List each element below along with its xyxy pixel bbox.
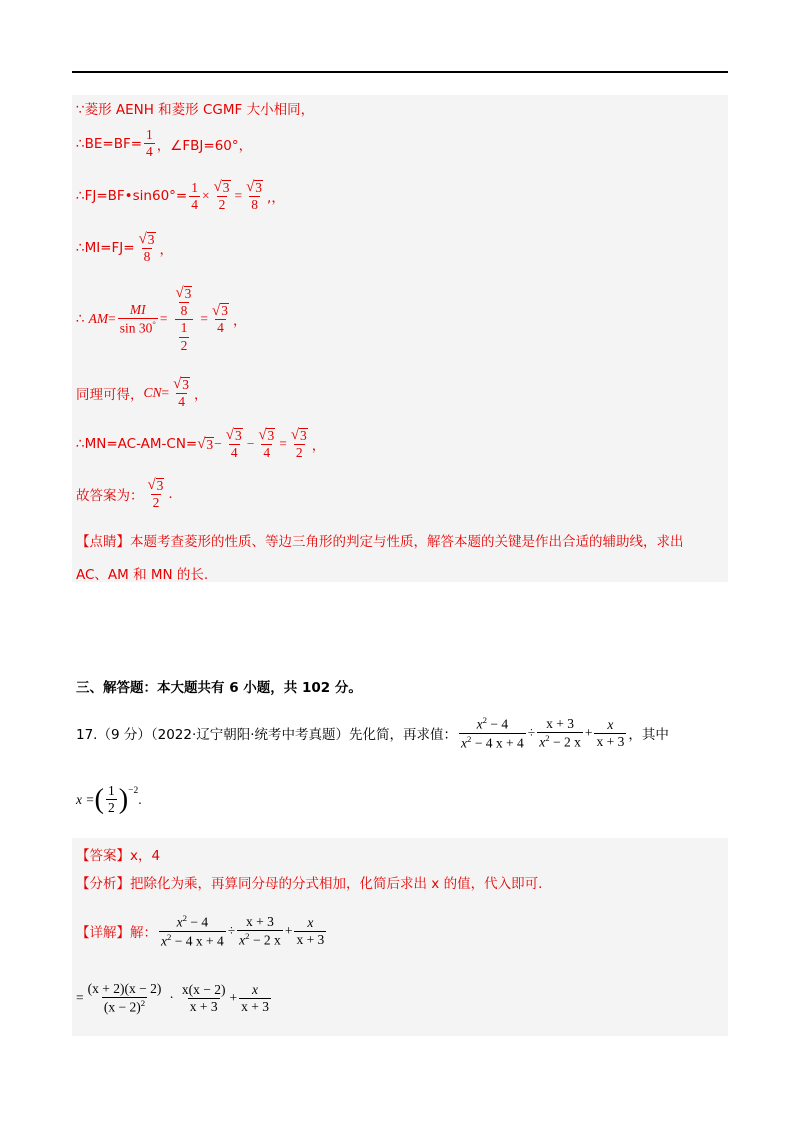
term: − 4 x + 4 — [471, 735, 524, 751]
question-17-suffix: ，其中 — [628, 727, 669, 744]
plus-sign: + — [584, 725, 593, 741]
radical-sign-icon: √ — [197, 435, 206, 452]
line-7-prefix: ∴MN=AC-AM-CN= — [76, 436, 198, 453]
section-heading: 三、解答题：本大题共有 6 小题，共 102 分。 — [76, 680, 362, 696]
fraction-numerator — [256, 428, 277, 444]
line-4-prefix: ∴MI=FJ= — [76, 240, 135, 257]
radicand: 3 — [300, 428, 307, 443]
solution-line-1 — [76, 98, 314, 118]
solution-line-1-text: ∵菱形 AENH 和菱形 CGMF 大小相同， — [76, 102, 315, 118]
fraction-denominator: 4 — [230, 445, 238, 461]
times-sign: × — [201, 188, 210, 204]
fraction-x2-minus-4-over-quadratic — [159, 914, 226, 948]
sqrt — [246, 180, 263, 195]
solution-line-4 — [76, 232, 173, 264]
radicand: 3 — [184, 286, 192, 301]
fraction-numerator: x — [252, 981, 259, 997]
equals-sign: = — [159, 311, 168, 327]
fraction-numerator: (x + 2)(x − 2) — [87, 981, 162, 996]
remark-text: 【点睛】本题考查菱形的性质、等边三角形的判定与性质，解答本题的关键是作出合适的辅助线，求出 — [76, 534, 684, 550]
line-8-suffix: . — [168, 486, 173, 503]
period: . — [138, 791, 142, 807]
fraction-root3-over-4 — [224, 428, 245, 460]
radical-sign-icon: √ — [173, 376, 182, 393]
sqrt — [139, 232, 156, 247]
divide-sign: ÷ — [227, 923, 236, 939]
right-paren: ) — [118, 783, 129, 815]
term: (x − 2) — [103, 999, 141, 1015]
line-3-prefix: ∴FJ=BF•sin60°= — [76, 188, 188, 205]
fraction-numerator — [212, 180, 233, 196]
fraction-numerator: 1 — [107, 783, 115, 798]
line-8-prefix: 故答案为： — [76, 488, 144, 505]
solution-line-8 — [76, 478, 173, 510]
fraction-root3-over-2 — [289, 428, 310, 460]
fraction-numerator — [210, 303, 231, 319]
am-symbol: AM — [88, 311, 109, 327]
answer-line — [76, 844, 160, 864]
dot-operator: · — [169, 990, 174, 1006]
fraction-numerator — [475, 716, 511, 733]
analysis-line — [76, 872, 542, 892]
fraction-root3-over-4 — [256, 428, 277, 460]
solution-line-9 — [76, 530, 684, 550]
sqrt — [226, 428, 243, 443]
answer-label: 【答案】 — [76, 848, 130, 864]
var-x: x — [476, 716, 483, 732]
fraction-denominator: 4 — [263, 445, 271, 461]
fraction-denominator: 8 — [180, 303, 188, 319]
equals-sign: = — [108, 311, 116, 327]
term: − 4 — [487, 716, 509, 732]
degree-sign: ° — [152, 319, 156, 330]
line-5-suffix: ， — [232, 313, 247, 330]
line-3-suffix: ,， — [267, 190, 285, 207]
sqrt — [148, 478, 165, 493]
radicand: 3 — [156, 478, 164, 493]
solution-line-10 — [76, 563, 208, 583]
fraction-numerator — [137, 232, 158, 248]
fraction-denominator: x + 3 — [296, 931, 325, 947]
plus-sign: + — [284, 923, 293, 939]
fraction-one-quarter — [189, 181, 200, 212]
question-17-line-1 — [76, 716, 669, 750]
term: − 2 x — [249, 932, 281, 948]
fraction-x2-minus-4-over-quadratic — [459, 716, 526, 750]
fraction-x-plus-3-over-x2-minus-2x — [537, 717, 583, 750]
fraction-denominator — [537, 732, 583, 750]
solution-line-5 — [76, 286, 246, 353]
fraction-numerator — [289, 428, 310, 444]
line-7-suffix: ， — [311, 438, 326, 455]
fraction-denominator: 8 — [143, 249, 151, 265]
fraction-denominator: x + 3 — [241, 998, 269, 1014]
fraction-root3-over-8 — [137, 232, 158, 264]
radical-sign-icon: √ — [138, 231, 147, 248]
fraction-numerator: x + 3 — [546, 715, 574, 731]
fraction-numerator: 1 — [180, 320, 188, 336]
var-x: x — [239, 932, 246, 948]
detail-line-2 — [76, 982, 273, 1015]
fraction-denominator: 4 — [217, 320, 224, 336]
fraction-denominator — [118, 318, 158, 336]
fraction-root3-over-4 — [171, 377, 192, 409]
sin-30-text: sin 30 — [119, 320, 153, 336]
fraction-denominator — [159, 931, 226, 949]
answer-text: x，4 — [130, 848, 161, 864]
fraction-denominator — [237, 930, 283, 948]
radical-sign-icon: √ — [290, 427, 299, 444]
term: − 4 — [187, 914, 209, 930]
fraction-one-quarter — [144, 128, 155, 159]
fraction-numerator: x — [307, 914, 314, 930]
exponent: 2 — [545, 732, 550, 743]
equals-sign: = — [200, 311, 209, 327]
exponent: 2 — [140, 998, 146, 1009]
fraction-x-over-x-plus-3 — [594, 718, 626, 749]
radicand: 3 — [267, 428, 275, 443]
term: − 4 x + 4 — [171, 933, 224, 949]
fraction-denominator: 4 — [191, 196, 198, 212]
radical-sign-icon: √ — [225, 427, 234, 444]
radicand: 3 — [234, 428, 242, 443]
fraction-root3-over-2 — [146, 478, 167, 510]
radicand: 3 — [222, 180, 230, 195]
equals-sign: = — [279, 436, 287, 452]
fraction-numerator — [224, 428, 245, 444]
term: − 2 x — [549, 734, 581, 750]
fraction-numerator — [174, 286, 195, 302]
radicand: 3 — [255, 180, 263, 195]
radicand: 3 — [206, 436, 214, 452]
exponent: 2 — [245, 930, 250, 941]
fraction-denominator: 2 — [218, 197, 226, 213]
exponent: 2 — [482, 715, 488, 725]
remark-text-continued: AC、AM 和 MN 的长. — [76, 567, 209, 583]
var-x: x — [461, 735, 468, 751]
header-rule — [72, 71, 728, 73]
detail-label: 【详解】解： — [76, 925, 157, 942]
line-4-suffix: ， — [159, 242, 173, 259]
equals-sign: = — [234, 188, 243, 204]
equals-sign: = — [161, 385, 170, 401]
question-17-line-2 — [76, 784, 142, 815]
radical-sign-icon: √ — [175, 285, 184, 302]
radical-sign-icon: √ — [147, 477, 156, 494]
fraction-x-times-x-minus-2-over-x-plus-3 — [180, 983, 228, 1014]
line-6-suffix: ， — [194, 387, 208, 404]
fraction-denominator: 8 — [251, 197, 258, 213]
radical-sign-icon: √ — [213, 179, 222, 196]
cn-symbol: CN — [143, 385, 162, 401]
sqrt — [214, 180, 231, 195]
fraction-numerator — [170, 286, 199, 319]
fraction-denominator: x + 3 — [189, 998, 218, 1014]
fraction-denominator: x + 3 — [596, 733, 625, 749]
detail-line-1 — [76, 914, 328, 948]
solution-line-3 — [76, 180, 285, 212]
fraction-x-over-x-plus-3 — [239, 983, 271, 1014]
fraction-denominator: 4 — [146, 144, 153, 160]
sqrt — [173, 377, 190, 392]
fraction-numerator: 1 — [146, 127, 153, 142]
minus-sign: − — [214, 436, 222, 452]
fraction-denominator: 2 — [152, 495, 160, 511]
fraction-root3-over-4 — [210, 303, 231, 335]
equals-sign: = — [76, 990, 84, 1006]
fraction-denominator: 2 — [295, 445, 303, 461]
fraction-root3-over-2 — [212, 180, 233, 212]
solution-line-6 — [76, 377, 208, 409]
fraction-denominator: 2 — [107, 800, 115, 816]
fraction-denominator — [175, 319, 194, 352]
radicand: 3 — [221, 303, 228, 319]
fraction-mi-over-sin30 — [118, 303, 158, 336]
fraction-numerator — [175, 914, 211, 931]
x-equals: x = — [76, 791, 95, 807]
fraction-denominator — [459, 733, 526, 751]
fraction-one-half — [106, 784, 117, 815]
fraction-numerator: x + 3 — [246, 913, 274, 929]
fraction-numerator — [171, 377, 192, 393]
radical-sign-icon: √ — [246, 179, 255, 196]
solution-line-7 — [76, 428, 325, 460]
minus-sign: − — [246, 436, 255, 452]
fraction-denominator — [102, 997, 147, 1015]
radical-sign-icon: √ — [212, 302, 221, 319]
sqrt — [176, 286, 193, 301]
therefore-sign: ∴ — [76, 311, 85, 328]
sqrt — [212, 303, 229, 318]
fraction-numerator: x(x − 2) — [181, 981, 226, 997]
fraction-root3-over-8 — [244, 180, 265, 212]
sqrt — [197, 437, 214, 452]
analysis-text: 【分析】把除化为乘，再算同分母的分式相加，化简后求出 x 的值，代入即可. — [76, 876, 543, 892]
var-x: x — [539, 734, 546, 750]
fraction-one-half — [179, 321, 190, 352]
fraction-denominator: 4 — [178, 394, 185, 410]
fraction-numerator — [146, 478, 167, 494]
solution-line-2 — [76, 128, 252, 159]
fraction-numerator: 1 — [191, 179, 198, 195]
exponent: 2 — [182, 913, 187, 923]
fraction-factored — [86, 982, 164, 1015]
fraction-x-plus-3-over-x2-minus-2x — [237, 915, 283, 948]
line-2-prefix: ∴BE=BF= — [76, 135, 143, 152]
radicand: 3 — [182, 377, 190, 392]
radical-sign-icon: √ — [258, 427, 267, 444]
radicand: 3 — [147, 232, 155, 247]
sqrt — [258, 428, 275, 443]
fraction-numerator: MI — [129, 301, 146, 317]
exponent: 2 — [167, 931, 172, 942]
left-paren: ( — [94, 783, 104, 815]
line-6-prefix: 同理可得， — [76, 387, 144, 404]
plus-sign: + — [229, 990, 238, 1006]
fraction-denominator: 2 — [180, 337, 188, 353]
var-x: x — [161, 933, 167, 949]
question-17-prefix: 17.（9 分）（2022·辽宁朝阳·统考中考真题）先化简，再求值： — [76, 727, 458, 744]
fraction-root3-over-8 — [174, 286, 195, 318]
exponent: 2 — [467, 733, 472, 744]
var-x: x — [176, 914, 183, 930]
sqrt — [291, 428, 308, 443]
complex-fraction — [170, 286, 199, 353]
fraction-numerator: x — [607, 716, 614, 732]
divide-sign: ÷ — [527, 725, 536, 741]
fraction-x-over-x-plus-3 — [294, 916, 326, 947]
exponent: −2 — [128, 786, 139, 796]
fraction-numerator — [244, 180, 265, 196]
line-2-suffix: ，∠FBJ=60°， — [156, 137, 253, 154]
